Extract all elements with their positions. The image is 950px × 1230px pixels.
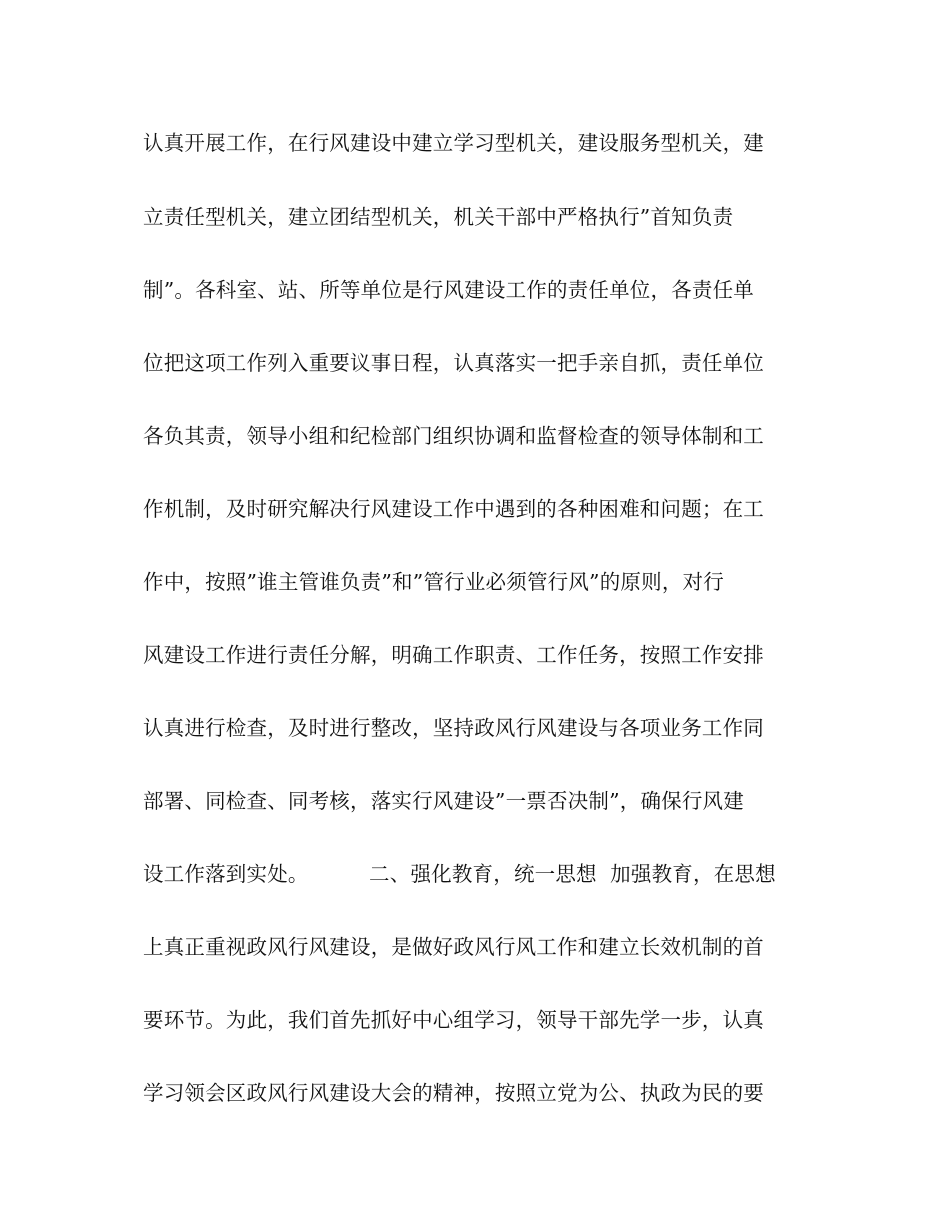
body-text-line: 部署、同检查、同考核，落实行风建设”一票否决制”，确保行风建 [143, 789, 744, 813]
body-text-line: 要环节。为此，我们首先抓好中心组学习，领导干部先学一步，认真 [143, 1008, 764, 1032]
body-text-line: 认真进行检查，及时进行整改，坚持政风行风建设与各项业务工作同 [143, 716, 764, 740]
body-text-line: 设工作落到实处。 二、强化教育，统一思想 加强教育，在思想 [143, 862, 776, 886]
body-text-line: 各负其责，领导小组和纪检部门组织协调和监督检查的领导体制和工 [143, 424, 764, 448]
body-text-line: 制”。各科室、站、所等单位是行风建设工作的责任单位，各责任单 [143, 278, 754, 302]
body-text-line: 上真正重视政风行风建设，是做好政风行风工作和建立长效机制的首 [143, 935, 764, 959]
body-text-line: 学习领会区政风行风建设大会的精神，按照立党为公、执政为民的要 [143, 1081, 764, 1105]
body-text-line: 立责任型机关，建立团结型机关，机关干部中严格执行”首知负责 [143, 205, 734, 229]
body-text-line: 作中，按照”谁主管谁负责”和”管行业必须管行风”的原则，对行 [143, 570, 724, 594]
body-text-line: 位把这项工作列入重要议事日程，认真落实一把手亲自抓，责任单位 [143, 351, 764, 375]
body-text-line: 风建设工作进行责任分解，明确工作职责、工作任务，按照工作安排 [143, 643, 764, 667]
body-text-line: 认真开展工作，在行风建设中建立学习型机关，建设服务型机关，建 [143, 131, 764, 155]
body-text-line: 作机制，及时研究解决行风建设工作中遇到的各种困难和问题；在工 [143, 497, 764, 521]
